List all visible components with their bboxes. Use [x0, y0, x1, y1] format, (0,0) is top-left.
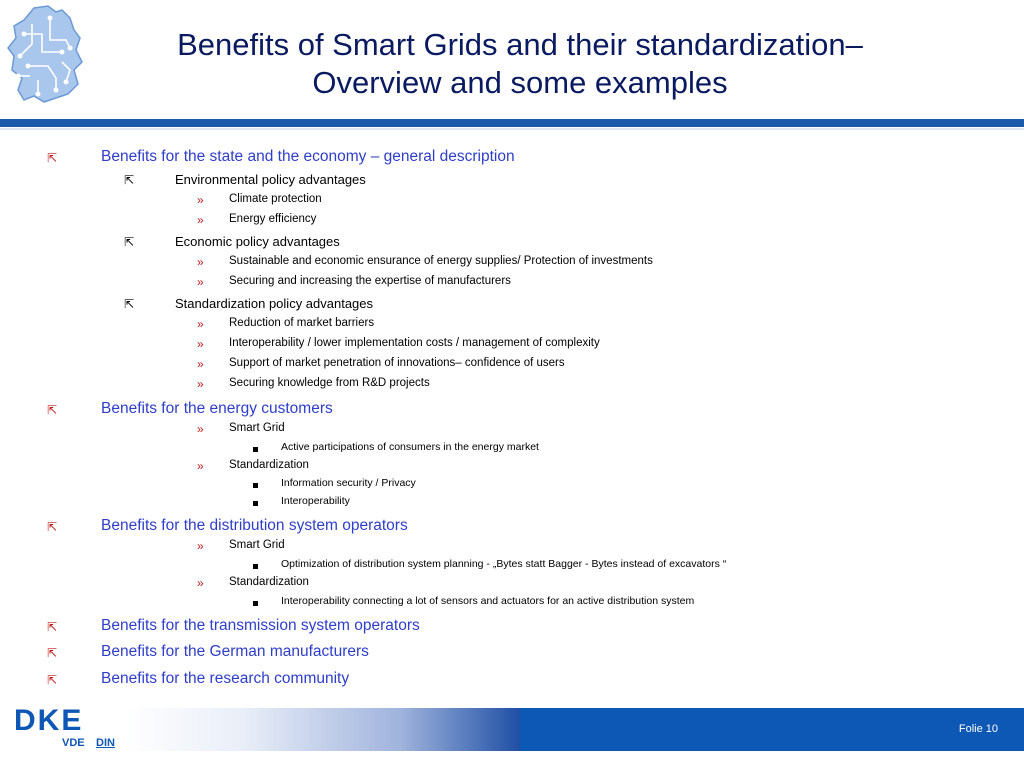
outline-item-text: Benefits for the state and the economy – general description [101, 148, 515, 165]
title-line-1: Benefits of Smart Grids and their standardization– [177, 27, 863, 62]
outline-item-text: Securing and increasing the expertise of manufacturers [229, 275, 511, 287]
arrow-bullet-icon: ⇱ [47, 620, 58, 634]
arrow-bullet-icon: ⇱ [124, 297, 135, 311]
outline-item-text: Environmental policy advantages [175, 172, 366, 187]
arrow-bullet-icon: ⇱ [47, 673, 58, 687]
outline-item-text: Standardization [229, 576, 309, 588]
outline-item-text: Benefits for the distribution system operators [101, 517, 408, 534]
chevron-bullet-icon: » [197, 576, 204, 590]
square-bullet-icon [253, 447, 258, 452]
outline-item-text: Standardization policy advantages [175, 296, 374, 311]
outline-item-text: Optimization of distribution system planning - „Bytes statt Bagger - Bytes instead of excavators “ [281, 558, 727, 570]
chevron-bullet-icon: » [197, 193, 204, 207]
outline-item-text: Smart Grid [229, 422, 285, 434]
chevron-bullet-icon: » [197, 357, 204, 371]
outline-item-text: Climate protection [229, 193, 322, 205]
chevron-bullet-icon: » [197, 255, 204, 269]
outline-item-text: Standardization [229, 459, 309, 471]
footer-solid-band [520, 708, 1024, 751]
arrow-bullet-icon: ⇱ [124, 235, 135, 249]
chevron-bullet-icon: » [197, 539, 204, 553]
chevron-bullet-icon: » [197, 459, 204, 473]
arrow-bullet-icon: ⇱ [47, 403, 58, 417]
outline-item-text: Reduction of market barriers [229, 317, 375, 329]
outline-item-text: Support of market penetration of innovations– confidence of users [229, 357, 565, 369]
dke-logo [14, 704, 126, 752]
outline-item-text: Benefits for the research community [101, 670, 350, 687]
square-bullet-icon [253, 501, 258, 506]
outline-item-text: Sustainable and economic ensurance of energy supplies/ Protection of investments [229, 255, 653, 267]
header-divider-shadow [0, 128, 1024, 130]
chevron-bullet-icon: » [197, 317, 204, 331]
slide-number: Folie 10 [958, 723, 998, 735]
chevron-bullet-icon: » [197, 337, 204, 351]
outline-item-text: Benefits for the German manufacturers [101, 643, 369, 660]
footer-band [0, 708, 1024, 751]
square-bullet-icon [253, 564, 258, 569]
arrow-bullet-icon: ⇱ [47, 520, 58, 534]
outline-item-text: Benefits for the energy customers [101, 400, 333, 417]
chevron-bullet-icon: » [197, 213, 204, 227]
arrow-bullet-icon: ⇱ [47, 646, 58, 660]
chevron-bullet-icon: » [197, 377, 204, 391]
outline-item-text: Securing knowledge from R&D projects [229, 377, 430, 389]
square-bullet-icon [253, 601, 258, 606]
square-bullet-icon [253, 483, 258, 488]
outline-item-text: Interoperability connecting a lot of sensors and actuators for an active distribution system [281, 595, 695, 607]
germany-map-logo [4, 4, 88, 104]
chevron-bullet-icon: » [197, 275, 204, 289]
vde-logo-text: VDE [62, 737, 85, 749]
outline-item-text: Smart Grid [229, 539, 285, 551]
slide-title [90, 26, 950, 102]
arrow-bullet-icon: ⇱ [124, 173, 135, 187]
outline-item-text: Energy efficiency [229, 213, 317, 225]
chevron-bullet-icon: » [197, 422, 204, 436]
title-line-2: Overview and some examples [312, 65, 728, 100]
outline-item-text: Active participations of consumers in the energy market [281, 441, 539, 453]
outline-item-text: Interoperability / lower implementation costs / management of complexity [229, 337, 600, 349]
outline-item-text: Economic policy advantages [175, 234, 340, 249]
din-logo-text: DIN [96, 737, 115, 749]
arrow-bullet-icon: ⇱ [47, 151, 58, 165]
outline-item-text: Interoperability [281, 495, 350, 507]
footer-gradient [125, 708, 520, 751]
outline-item-text: Information security / Privacy [281, 477, 416, 489]
outline-item-text: Benefits for the transmission system operators [101, 617, 420, 634]
dke-logo-text: DKE [14, 704, 84, 737]
header-divider [0, 119, 1024, 127]
